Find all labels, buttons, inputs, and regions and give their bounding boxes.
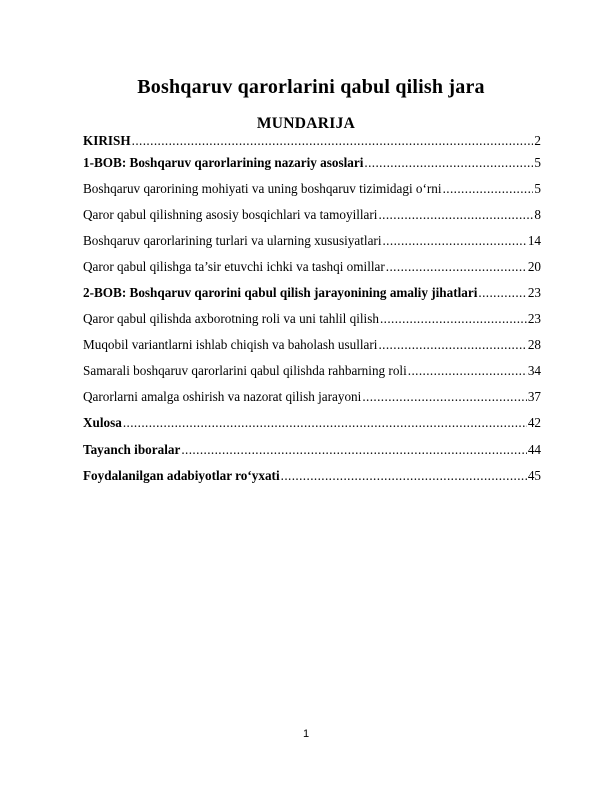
toc-entry-page: 34 <box>527 363 541 379</box>
toc-entry-section[interactable] <box>83 337 541 363</box>
toc-entry-page: 37 <box>527 389 541 405</box>
toc-entry-label: Foydalanilgan adabiyotlar ro‘yxati <box>83 467 280 483</box>
toc-entry-page: 2 <box>534 133 541 148</box>
toc-entry-label: Tayanch iboralar <box>83 441 181 457</box>
toc-entry-label: Qaror qabul qilishga ta’sir etuvchi ichki va tashqi omillar <box>83 258 385 274</box>
toc-dot-leader <box>478 285 526 301</box>
toc-entry-section[interactable] <box>83 389 541 415</box>
toc-entry-label: Qarorlarni amalga oshirish va nazorat qilish jarayoni <box>83 389 362 405</box>
toc-entry-label: Xulosa <box>83 415 122 431</box>
toc-entry-chapter-1[interactable] <box>83 155 541 181</box>
toc-entry-label: Muqobil variantlarni ishlab chiqish va baholash usullari <box>83 337 378 353</box>
toc-entry-label: 2-BOB: Boshqaruv qarorini qabul qilish jarayonining amaliy jihatlari <box>83 284 478 300</box>
toc-dot-leader <box>382 233 526 249</box>
toc-entry-page: 8 <box>534 206 541 222</box>
toc-entry-page: 23 <box>527 311 541 327</box>
toc-entry-page: 5 <box>534 154 541 170</box>
toc-dot-leader <box>181 442 526 458</box>
toc-dot-leader <box>362 389 527 405</box>
toc-entry-section[interactable] <box>83 363 541 389</box>
toc-entry-label: Qaror qabul qilishning asosiy bosqichlari va tamoyillari <box>83 206 378 222</box>
toc-dot-leader <box>408 363 527 379</box>
toc-dot-leader <box>123 415 527 431</box>
page-number: 1 <box>302 728 310 740</box>
table-of-contents <box>83 133 541 494</box>
toc-dot-leader <box>378 207 533 223</box>
toc-entry-section[interactable] <box>83 259 541 285</box>
toc-entry-page: 44 <box>527 441 541 457</box>
toc-entry-page: 28 <box>527 337 541 353</box>
toc-dot-leader <box>281 468 527 484</box>
toc-entry-section[interactable] <box>83 181 541 207</box>
toc-entry-page: 45 <box>527 467 541 483</box>
toc-entry-kirish[interactable] <box>83 133 541 155</box>
toc-entry-label: Boshqaruv qarorining mohiyati va uning boshqaruv tizimidagi o‘rni <box>83 180 442 196</box>
toc-entry-page: 20 <box>527 258 541 274</box>
toc-dot-leader <box>380 311 527 327</box>
toc-entry-label: 1-BOB: Boshqaruv qarorlarining nazariy asoslari <box>83 154 364 170</box>
toc-dot-leader <box>132 133 534 149</box>
toc-entry-label: Samarali boshqaruv qarorlarini qabul qilishda rahbarning roli <box>83 363 407 379</box>
toc-entry-page: 42 <box>527 415 541 431</box>
toc-entry-chapter-2[interactable] <box>83 285 541 311</box>
toc-entry-section[interactable] <box>83 233 541 259</box>
toc-entry-page: 14 <box>527 232 541 248</box>
toc-entry-label: Qaror qabul qilishda axborotning roli va uni tahlil qilish <box>83 311 379 327</box>
toc-entry-label: KIRISH <box>83 133 131 148</box>
toc-dot-leader <box>443 181 534 197</box>
toc-entry-page: 23 <box>527 284 541 300</box>
toc-entry-page: 5 <box>534 180 541 196</box>
toc-entry-xulosa[interactable] <box>83 415 541 441</box>
toc-entry-label: Boshqaruv qarorlarining turlari va ularning xususiyatlari <box>83 232 382 248</box>
toc-entry-tayanch-iboralar[interactable] <box>83 442 541 468</box>
toc-entry-adabiyotlar[interactable] <box>83 468 541 494</box>
document-title: Boshqaruv qarorlarini qabul qilish jara <box>137 76 485 98</box>
toc-dot-leader <box>386 259 527 275</box>
toc-dot-leader <box>364 155 533 171</box>
toc-entry-section[interactable] <box>83 311 541 337</box>
toc-dot-leader <box>378 337 526 353</box>
toc-heading: MUNDARIJA <box>256 115 356 132</box>
toc-entry-section[interactable] <box>83 207 541 233</box>
